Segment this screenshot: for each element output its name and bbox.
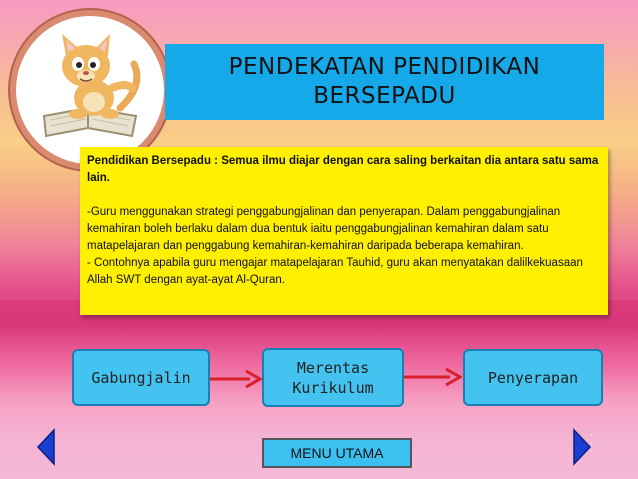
decorative-dots: · ·· · — [590, 431, 596, 457]
gabungjalin-button[interactable] — [72, 349, 210, 406]
arrow-right-icon — [404, 366, 462, 388]
logo — [16, 16, 164, 164]
penyerapan-button[interactable] — [463, 349, 603, 406]
merentas-label-line1: Merentas — [296, 358, 370, 377]
merentas-label-line2: Kurikulum — [292, 378, 374, 397]
title-banner — [165, 44, 604, 120]
arrow-right-icon — [210, 368, 262, 390]
merentas-kurikulum-button[interactable] — [262, 348, 404, 407]
penyerapan-label: Penyerapan — [487, 368, 579, 387]
menu-utama-button[interactable] — [262, 438, 412, 468]
spacer — [87, 187, 602, 204]
content-panel — [80, 147, 608, 315]
menu-utama-label: MENU UTAMA — [290, 445, 384, 461]
page-title-line2: BERSEPADU — [313, 83, 456, 109]
point-2-text: - Contohnya apabila guru mengajar matapelajaran Tauhid, guru akan menyatakan dalilkekuasaan Allah SWT dengan ayat-ayat Al-Quran. — [87, 257, 583, 286]
arrow-left-icon[interactable] — [36, 428, 56, 466]
definition-text: Pendidikan Bersepadu : Semua ilmu diajar dengan cara saling berkaitan dia antara satu sama lain. — [87, 155, 599, 184]
point-1-text: -Guru menggunakan strategi penggabungjalinan dan penyerapan. Dalam penggabungjalinan kemahiran boleh berlaku dalam dua bentuk iaitu penggabungjalinan kemahiran dalam satu matapelajaran dan penggabung kemahiran-kemahiran daripada beberapa kemahiran. — [87, 206, 561, 252]
cat-on-book-icon — [16, 16, 164, 164]
arrow-right-icon[interactable] — [572, 428, 592, 466]
gabungjalin-label: Gabungjalin — [91, 368, 191, 387]
page-title-line1: PENDEKATAN PENDIDIKAN — [228, 54, 541, 80]
